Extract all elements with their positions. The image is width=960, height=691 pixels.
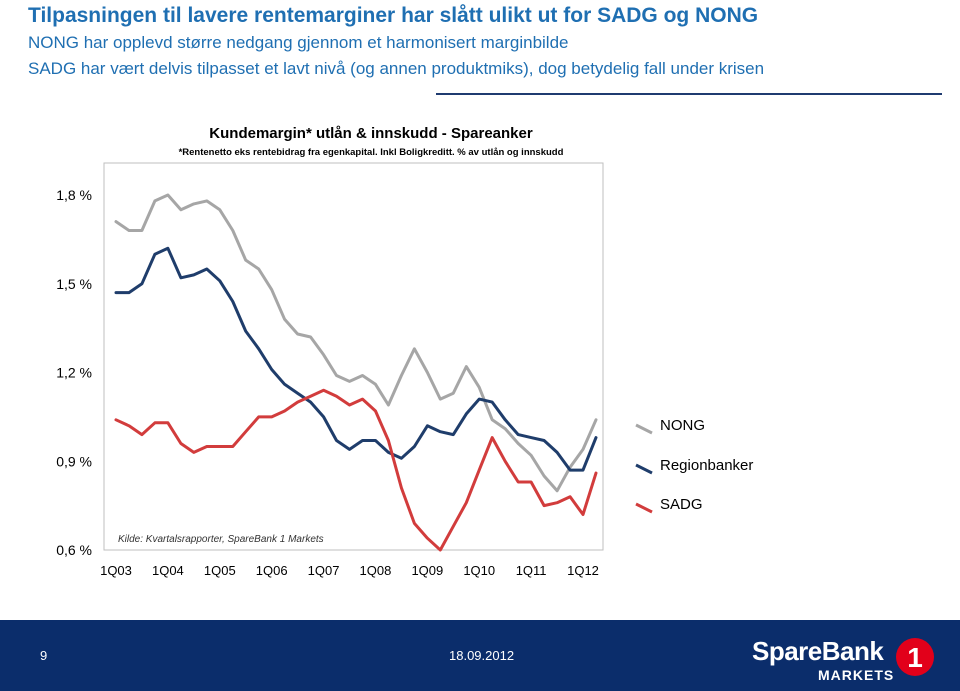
legend-swatch [636, 504, 652, 512]
x-tick-label: 1Q10 [463, 563, 496, 578]
y-tick-label: 1,8 % [56, 187, 92, 203]
y-tick-label: 1,2 % [56, 364, 92, 381]
logo-mark: 1 [907, 642, 923, 673]
x-tick-label: 1Q09 [411, 563, 444, 578]
series-lines [116, 195, 596, 550]
series-line-regionbanker [116, 248, 596, 470]
chart-title: Kundemargin* utlån & innskudd - Spareanker [209, 125, 533, 142]
chart-subtitle: *Rentenetto eks rentebidrag fra egenkapital. Inkl Boligkreditt. % av utlån og innskudd [178, 147, 564, 158]
legend-label: NONG [660, 417, 705, 434]
series-line-sadg [116, 390, 596, 550]
y-axis [56, 187, 92, 558]
legend-swatch [636, 425, 652, 433]
logo-name: SpareBank [752, 636, 884, 666]
legend-swatch [636, 465, 652, 473]
x-tick-label: 1Q05 [203, 563, 236, 578]
x-tick-label: 1Q08 [359, 563, 392, 578]
logo-sub: MARKETS [818, 667, 895, 683]
x-axis [100, 563, 599, 578]
legend-label: Regionbanker [660, 457, 754, 474]
legend-label: SADG [660, 496, 703, 513]
legend [636, 417, 753, 513]
x-tick-label: 1Q12 [567, 563, 599, 578]
y-tick-label: 0,6 % [56, 542, 92, 558]
source-note: Kilde: Kvartalsrapporter, SpareBank 1 Markets [118, 534, 324, 545]
x-tick-label: 1Q11 [515, 563, 547, 578]
x-tick-label: 1Q07 [307, 563, 340, 578]
page-title: Tilpasningen til lavere rentemarginer har slått ulikt ut for SADG og NONG [28, 4, 759, 27]
sparebank-logo [752, 634, 942, 684]
page-number: 9 [40, 648, 48, 663]
plot-area [104, 163, 603, 550]
footer-bar [0, 620, 960, 691]
x-tick-label: 1Q03 [100, 563, 132, 578]
y-tick-label: 1,5 % [56, 275, 92, 292]
x-tick-label: 1Q04 [151, 563, 184, 578]
page-subtitle-2: SADG har vært delvis tilpasset et lavt nivå (og annen produktmiks), dog betydelig fall under krisen [28, 59, 765, 78]
y-tick-label: 0,9 % [56, 453, 92, 470]
page-subtitle-1: NONG har opplevd større nedgang gjennom et harmonisert marginbilde [28, 33, 569, 52]
x-tick-label: 1Q06 [255, 563, 288, 578]
footer-date: 18.09.2012 [449, 648, 515, 663]
